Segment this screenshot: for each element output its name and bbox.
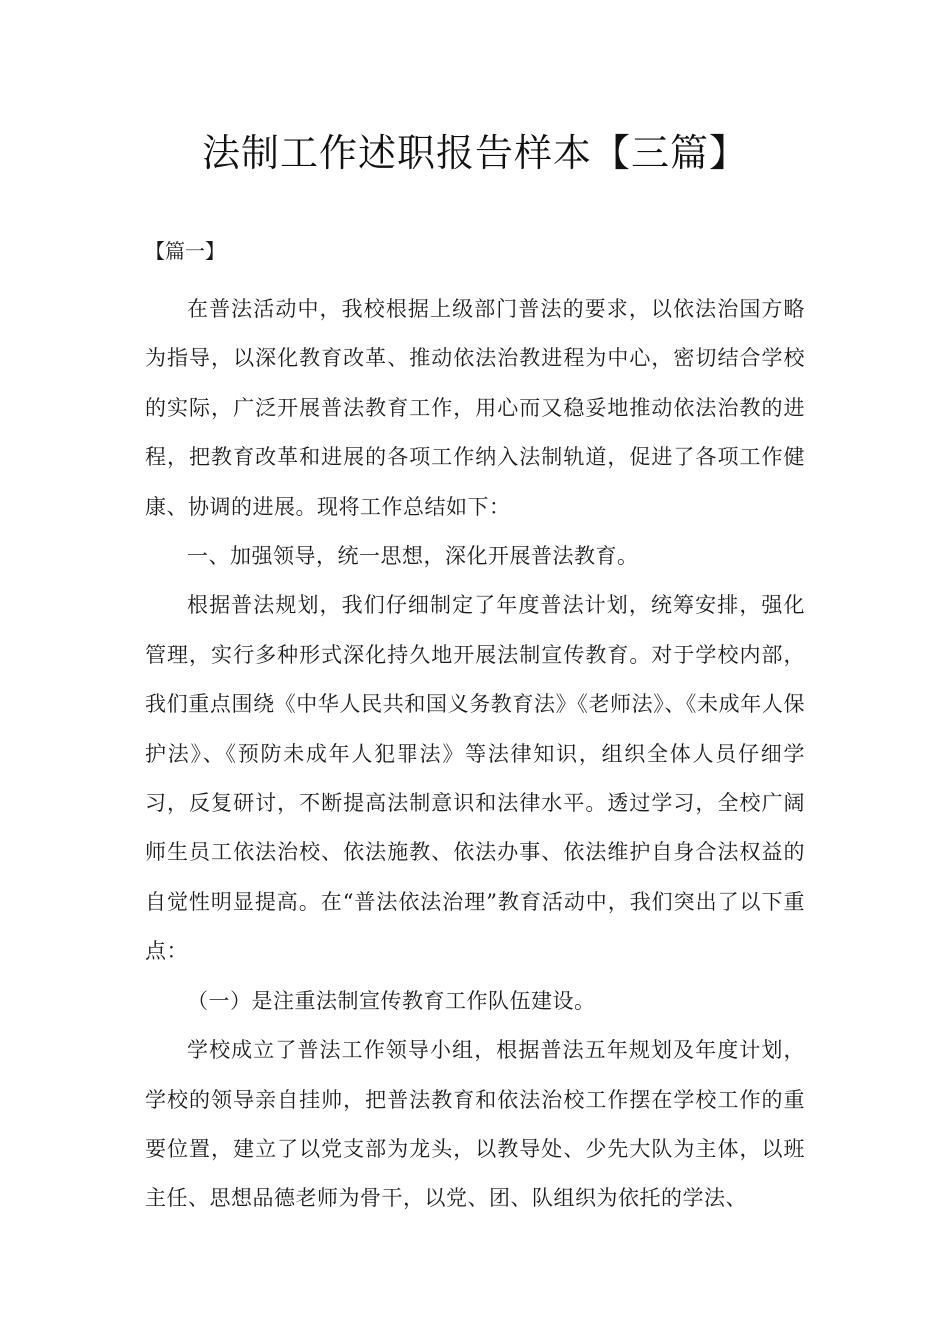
paragraph-intro: 在普法活动中，我校根据上级部门普法的要求，以依法治国方略为指导，以深化教育改革、推动依法治教进程为中心，密切结合学校的实际，广泛开展普法教育工作，用心而又稳妥地推动依法治教的进程，把教育改革和进展的各项工作纳入法制轨道，促进了各项工作健康、协调的进展。现将工作总结如下：: [145, 297, 805, 519]
paragraph-leadership: 学校成立了普法工作领导小组，根据普法五年规划及年度计划，学校的领导亲自挂帅，把普法教育和依法治校工作摆在学校工作的重要位置，建立了以党支部为龙头，以教导处、少先大队为主体，以班主任、思想品德老师为骨干，以党、团、队组织为依托的学法、: [145, 1038, 805, 1211]
document-title: 法制工作述职报告样本【三篇】: [201, 131, 748, 175]
document-body: [145, 285, 805, 1224]
paragraph-heading-1: 一、加强领导，统一思想，深化开展普法教育。: [187, 544, 639, 569]
paragraph-planning: 根据普法规划，我们仔细制定了年度普法计划，统筹安排，强化管理，实行多种形式深化持久地开展法制宣传教育。对于学校内部，我们重点围绕《中华人民共和国义务教育法》《老师法》、《未成年人保护法》、《预防未成年人犯罪法》等法律知识，组织全体人员仔细学习，反复研讨，不断提高法制意识和法律水平。透过学习，全校广阔师生员工依法治校、依法施教、依法办事、依法维护自身合法权益的自觉性明显提高。在“普法依法治理”教育活动中，我们突出了以下重点：: [145, 593, 805, 964]
section-label: 【篇一】: [145, 239, 225, 263]
paragraph-subheading-1: （一）是注重法制宣传教育工作队伍建设。: [187, 988, 596, 1013]
